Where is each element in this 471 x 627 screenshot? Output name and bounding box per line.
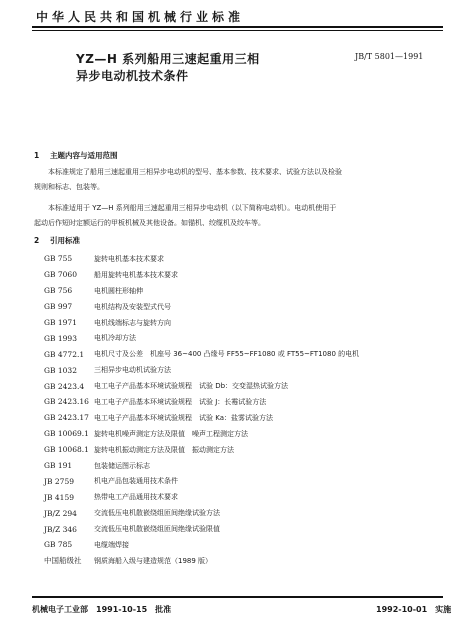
reference-code: JB 2759 bbox=[44, 476, 74, 486]
reference-code: GB 756 bbox=[44, 286, 73, 296]
reference-item bbox=[44, 378, 359, 394]
reference-title: 机电产品包装通用技术条件 bbox=[94, 477, 178, 486]
document-title-line1: YZ—H 系列船用三速起重用三相 bbox=[76, 52, 260, 66]
reference-code: JB/Z 346 bbox=[44, 524, 77, 534]
reference-title: 三相异步电动机试验方法 bbox=[94, 366, 171, 375]
reference-item bbox=[44, 473, 359, 489]
reference-code: GB 7060 bbox=[44, 270, 77, 280]
reference-item bbox=[44, 283, 359, 299]
reference-code: GB 1032 bbox=[44, 365, 77, 375]
reference-code: GB 997 bbox=[44, 302, 73, 312]
section-number: 2 bbox=[34, 236, 40, 245]
reference-title: 包装储运图示标志 bbox=[94, 461, 150, 470]
reference-item bbox=[44, 553, 359, 569]
section-number: 1 bbox=[34, 151, 40, 160]
implementation-line: 1992-10-01 实施 bbox=[376, 605, 452, 614]
reference-title: 船用旋转电机基本技术要求 bbox=[94, 270, 178, 279]
section-title: 引用标准 bbox=[50, 236, 80, 245]
reference-item bbox=[44, 330, 359, 346]
reference-code: GB 2423.4 bbox=[44, 381, 85, 391]
reference-code: GB 785 bbox=[44, 540, 73, 550]
reference-item bbox=[44, 394, 359, 410]
reference-item bbox=[44, 537, 359, 553]
reference-code: GB 2423.16 bbox=[44, 397, 89, 407]
reference-item bbox=[44, 426, 359, 442]
reference-item bbox=[44, 299, 359, 315]
reference-item bbox=[44, 410, 359, 426]
reference-title: 电工电子产品基本环境试验规程 试验 Db：交变湿热试验方法 bbox=[94, 382, 289, 391]
reference-title: 交流低压电机散嵌绕组匝间绝缘试验限值 bbox=[94, 525, 220, 534]
header-rule-thick bbox=[32, 26, 443, 28]
reference-title: 电机结构及安装型式代号 bbox=[94, 302, 171, 311]
reference-title: 电工电子产品基本环境试验规程 试验 Ka：盐雾试验方法 bbox=[94, 413, 273, 422]
reference-title: 交流低压电机散嵌绕组匝间绝缘试验方法 bbox=[94, 509, 220, 518]
reference-code: GB 1993 bbox=[44, 333, 77, 343]
reference-code: GB 191 bbox=[44, 461, 73, 471]
reference-code: GB 10069.1 bbox=[44, 429, 89, 439]
reference-title: 旋转电机噪声测定方法及限值 噪声工程测定方法 bbox=[94, 429, 248, 438]
approval-line: 机械电子工业部 1991-10-15 批准 bbox=[32, 605, 172, 614]
reference-title: 钢质海船入级与建造规范（1989 版） bbox=[94, 556, 213, 565]
reference-item bbox=[44, 505, 359, 521]
reference-title: 旋转电机基本技术要求 bbox=[94, 254, 164, 263]
reference-code: GB 10068.1 bbox=[44, 445, 89, 455]
reference-item bbox=[44, 521, 359, 537]
reference-item bbox=[44, 489, 359, 505]
reference-code: GB 755 bbox=[44, 254, 73, 264]
reference-title: 电工电子产品基本环境试验规程 试验 J：长霉试验方法 bbox=[94, 397, 267, 406]
reference-code: JB 4159 bbox=[44, 492, 74, 502]
reference-item bbox=[44, 251, 359, 267]
document-title-line2: 异步电动机技术条件 bbox=[76, 69, 189, 83]
reference-title: 热带电工产品通用技术要求 bbox=[94, 493, 178, 502]
reference-title: 电机尺寸及公差 机座号 36~400 凸缘号 FF55~FF1080 或 FT55~FT1080 的电机 bbox=[94, 350, 360, 359]
reference-code: GB 1971 bbox=[44, 318, 77, 327]
paragraph-line: 起动后作短时定额运行的甲板机械及其他设备。如锚机、绞缆机及绞车等。 bbox=[34, 219, 265, 227]
paragraph-line: 本标准适用于 YZ—H 系列船用三速起重用三相异步电动机（以下简称电动机）。电动机使用于 bbox=[48, 204, 337, 212]
reference-code: JB/Z 294 bbox=[44, 508, 77, 518]
section-title: 主题内容与适用范围 bbox=[50, 151, 118, 160]
header-rule-thin bbox=[32, 30, 443, 31]
paragraph-line: 本标准规定了船用三速起重用三相异步电动机的型号、基本参数、技术要求、试验方法以及检验 bbox=[48, 168, 342, 176]
reference-code: 中国船级社 bbox=[44, 556, 82, 566]
reference-code: GB 2423.17 bbox=[44, 413, 89, 423]
reference-title: 电机冷却方法 bbox=[94, 334, 136, 343]
reference-item bbox=[44, 458, 359, 474]
reference-code: GB 4772.1 bbox=[44, 349, 85, 359]
header-title: 中华人民共和国机械行业标准 bbox=[36, 10, 245, 24]
standard-code: JB/T 5801—1991 bbox=[355, 52, 424, 61]
section-2-heading bbox=[34, 235, 80, 246]
footer-rule bbox=[32, 596, 443, 598]
reference-item bbox=[44, 267, 359, 283]
reference-title: 电缆端焊接 bbox=[94, 540, 129, 549]
section-1-heading bbox=[34, 150, 118, 161]
reference-title: 电机圆柱形轴伸 bbox=[94, 286, 143, 295]
reference-title: 旋转电机振动测定方法及限值 振动测定方法 bbox=[94, 445, 234, 454]
reference-item bbox=[44, 442, 359, 458]
reference-list bbox=[44, 251, 359, 569]
reference-item bbox=[44, 362, 359, 378]
reference-title: 电机线端标志与旋转方向 bbox=[94, 318, 171, 327]
reference-item bbox=[44, 346, 359, 362]
paragraph-line: 规则和标志、包装等。 bbox=[34, 183, 104, 191]
reference-item bbox=[44, 315, 359, 331]
